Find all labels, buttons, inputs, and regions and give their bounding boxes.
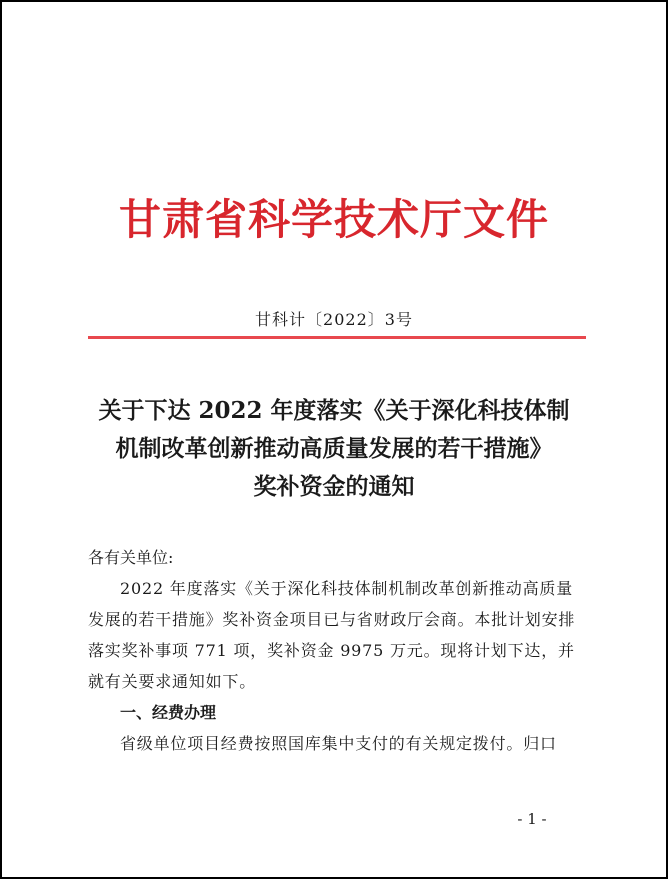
section-heading-1: 一、经费办理 — [120, 703, 217, 722]
title-line-1: 关于下达 2022 年度落实《关于深化科技体制 — [98, 397, 570, 424]
title-line-3: 奖补资金的通知 — [253, 473, 415, 500]
title-line-2: 机制改革创新推动高质量发展的若干措施》 — [115, 435, 553, 462]
document-number: 甘科计〔2022〕3号 — [255, 310, 413, 329]
red-separator-rule — [88, 336, 586, 339]
body-paragraph-1: 2022 年度落实《关于深化科技体制机制改革创新推动高质量发展的若干措施》奖补资金项目已与省财政厅会商。本批计划安排落实奖补事项 771 项，奖补资金 9975 万元。现将计划下达，并就有关要求通知如下。 — [88, 579, 576, 691]
document-body — [88, 542, 588, 759]
page-number: - 1 - — [517, 810, 547, 828]
issuer-header-title: 甘肃省科学技术厅文件 — [118, 195, 549, 244]
salutation: 各有关单位: — [88, 548, 174, 567]
body-paragraph-2: 省级单位项目经费按照国库集中支付的有关规定拨付。归口 — [120, 734, 557, 753]
document-title — [62, 392, 606, 506]
